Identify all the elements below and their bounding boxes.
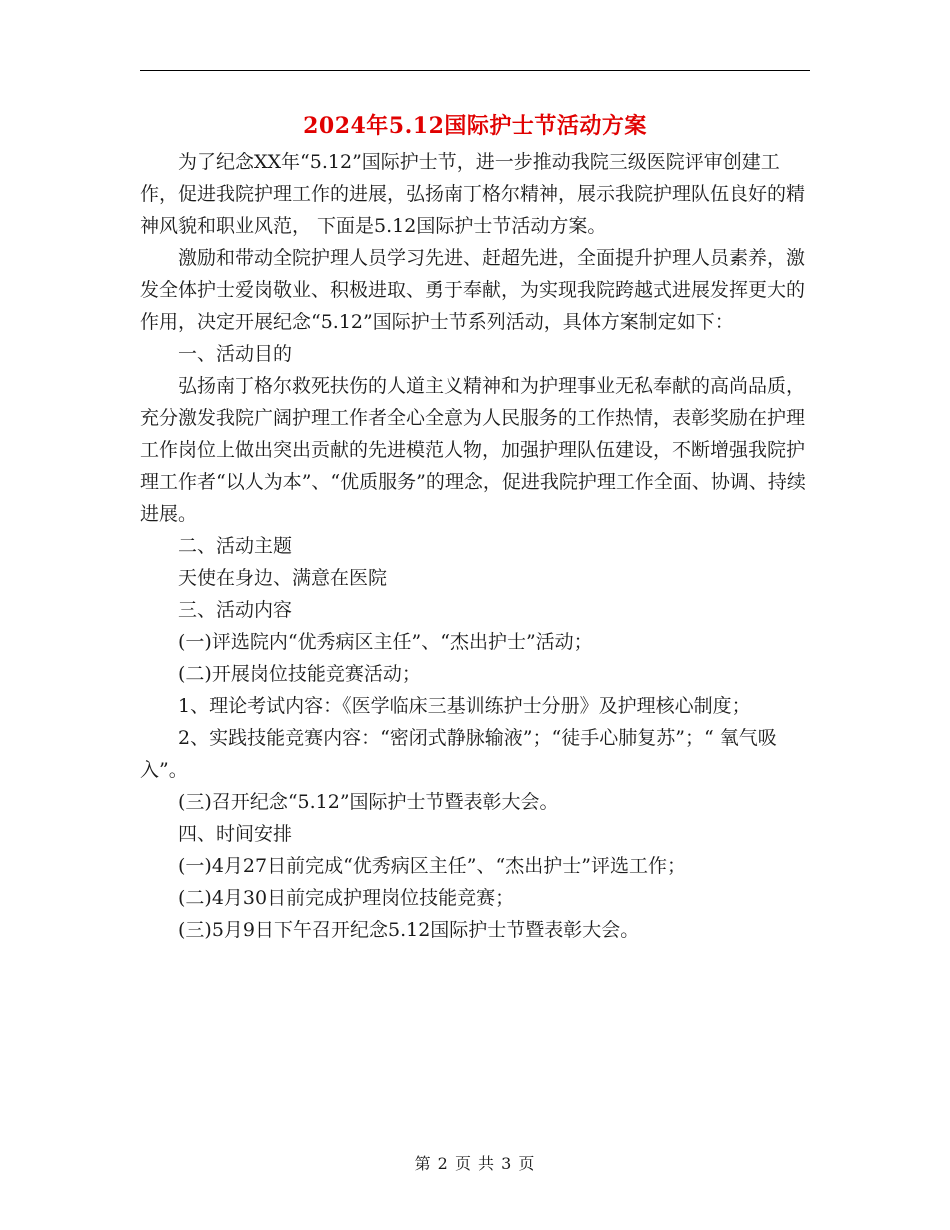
header-rule xyxy=(140,70,810,71)
document-title: 2024年5.12国际护士节活动方案 xyxy=(303,113,647,139)
list-item-ceremony: (三)召开纪念“5.12”国际护士节暨表彰大会。 xyxy=(178,791,559,813)
page-footer: 第 2 页 共 3 页 xyxy=(414,1154,536,1173)
schedule-item-may9: (三)5月9日下午召开纪念5.12国际护士节暨表彰大会。 xyxy=(178,919,640,941)
document-body xyxy=(140,146,810,946)
paragraph-theme: 天使在身边、满意在医院 xyxy=(178,567,388,589)
section-heading-schedule: 四、时间安排 xyxy=(178,823,293,845)
section-heading-goal: 一、活动目的 xyxy=(178,343,293,365)
section-heading-theme: 二、活动主题 xyxy=(178,535,293,557)
section-heading-content: 三、活动内容 xyxy=(178,599,293,621)
paragraph-intro: 为了纪念XX年“5.12”国际护士节，进一步推动我院三级医院评审创建工作，促进我院护理工作的进展，弘扬南丁格尔精神，展示我院护理队伍良好的精神风貌和职业风范， 下面是5.12国际护士节活动方案。 xyxy=(140,151,806,237)
list-item-selection: (一)评选院内“优秀病区主任”、“杰出护士”活动； xyxy=(178,631,593,653)
list-item-competition: (二)开展岗位技能竞赛活动； xyxy=(178,663,421,685)
paragraph-goal: 弘扬南丁格尔救死扶伤的人道主义精神和为护理事业无私奉献的高尚品质，充分激发我院广阔护理工作者全心全意为人民服务的工作热情，表彰奖励在护理工作岗位上做出突出贡献的先进模范人物，加强护理队伍建设，不断增强我院护理工作者“以人为本”、“优质服务”的理念，促进我院护理工作全面、协调、持续进展。 xyxy=(140,375,806,525)
list-item-theory-exam: 1、理论考试内容：《医学临床三基训练护士分册》及护理核心制度； xyxy=(178,695,751,717)
schedule-item-apr27: (一)4月27日前完成“优秀病区主任”、“杰出护士”评选工作； xyxy=(178,855,686,877)
schedule-item-apr30: (二)4月30日前完成护理岗位技能竞赛； xyxy=(178,887,515,909)
list-item-practice-skills: 2、实践技能竞赛内容：“密闭式静脉输液”；“徒手心肺复苏”；“ 氧气吸入”。 xyxy=(140,727,777,781)
paragraph-purpose: 激励和带动全院护理人员学习先进、赶超先进，全面提升护理人员素养，激发全体护士爱岗敬业、积极进取、勇于奉献，为实现我院跨越式进展发挥更大的作用，决定开展纪念“5.12”国际护士节系列活动，具体方案制定如下： xyxy=(140,247,806,333)
